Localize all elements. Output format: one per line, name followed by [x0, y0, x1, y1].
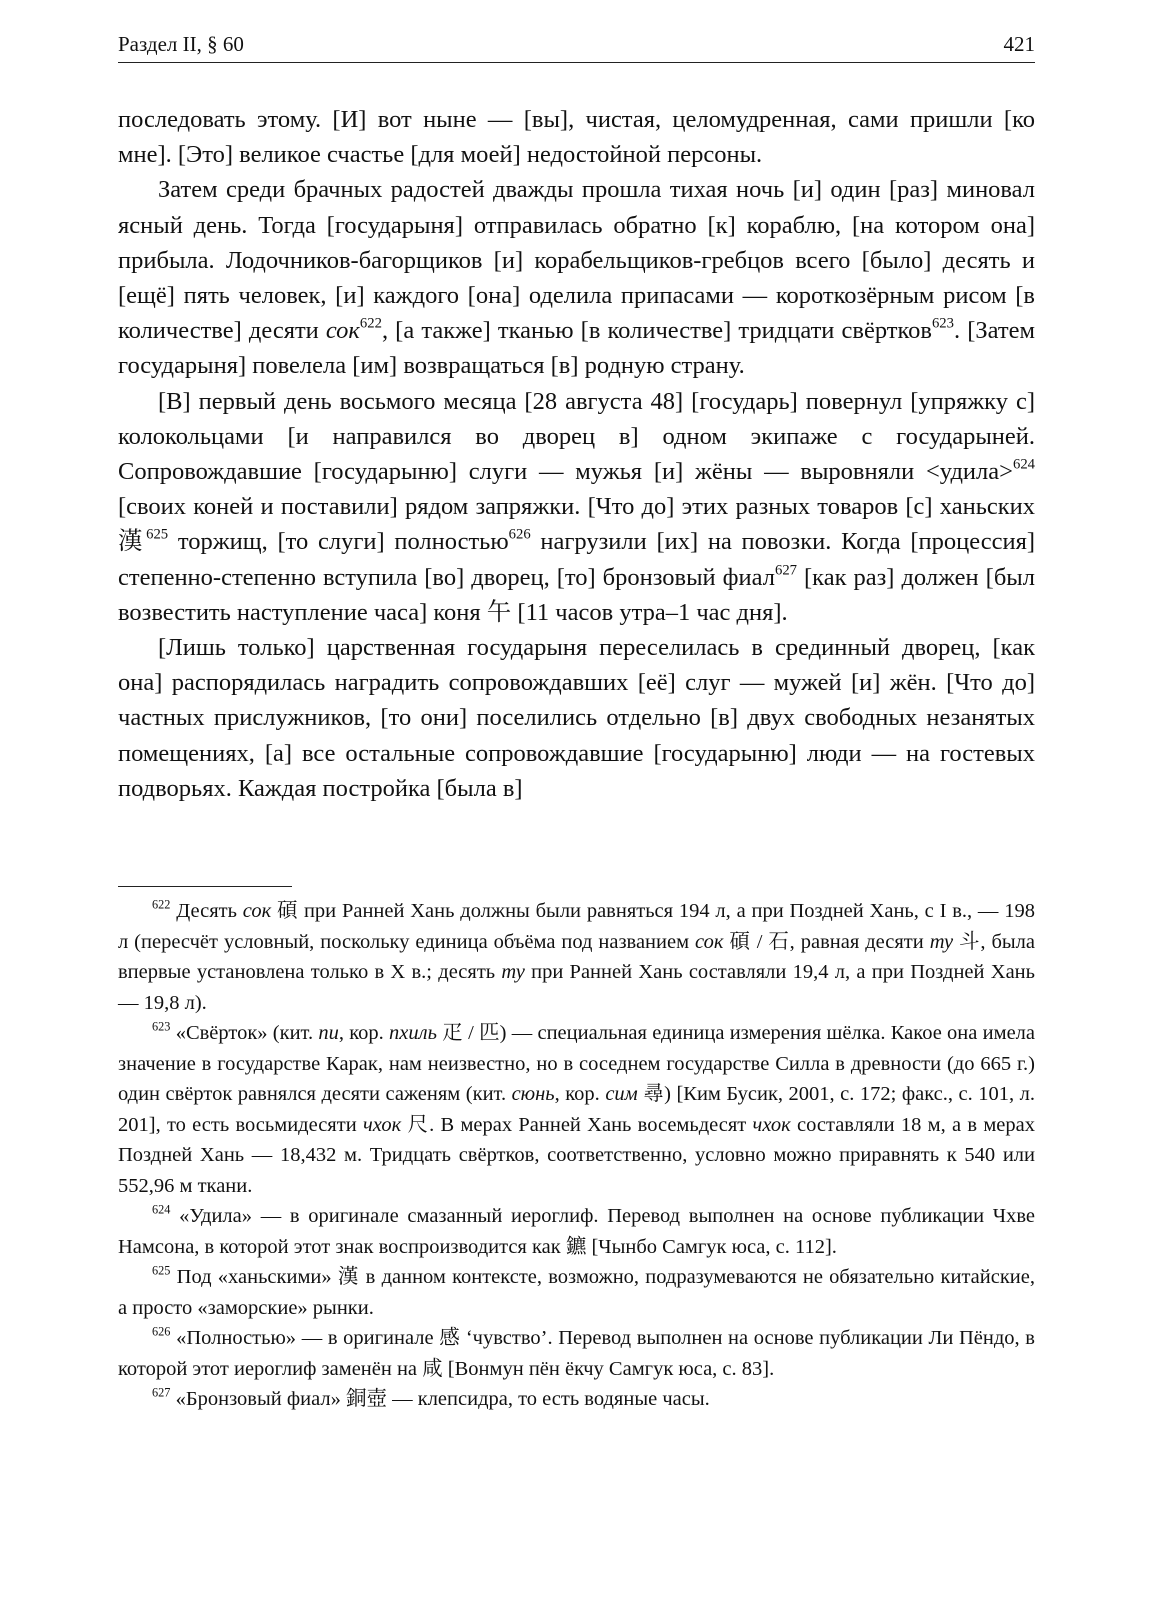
footnote-ref: 627	[774, 562, 798, 579]
italic-term: сим	[605, 1083, 638, 1105]
italic-term: пхиль	[389, 1022, 437, 1044]
italic-term: ту	[501, 961, 525, 983]
footnote-ref: 625	[146, 527, 169, 544]
text-run: Под «ханьскими» 漢 в данном контексте, возможно, подразумеваются не обязательно китайские, а просто «заморские» рынки.	[118, 1266, 1035, 1319]
text-run: , кор.	[554, 1083, 606, 1105]
text-run: Десять	[170, 900, 243, 922]
footnote	[118, 1201, 1035, 1262]
italic-term: чхок	[752, 1113, 791, 1136]
footnote-ref: 622	[152, 897, 171, 912]
footnote-ref: 625	[152, 1263, 171, 1278]
text-run: 碩 / 石, равная десяти	[723, 930, 930, 953]
text-run: 尺. В мерах Ранней Хань восемьдесят	[401, 1113, 753, 1136]
italic-term: чхок	[362, 1113, 402, 1136]
text-run: 斗, была впервые установлена только в X в.; десять	[118, 930, 1035, 983]
footnote-ref: 623	[152, 1019, 171, 1034]
italic-term: сок	[325, 317, 360, 345]
text-run: «Удила» — в оригинале смазанный иероглиф. Перевод выполнен на основе публикации Чхве Намсона, в которой этот знак воспроизводится как 鑣 [Чынбо Самгук юса, с. 112].	[118, 1205, 1035, 1258]
text-run: , [а также] тканью [в количестве] тридцати свёртков	[381, 317, 932, 345]
text-run: составляли 18 м, а в мерах Поздней Хань — 18,432 м. Тридцать свёртков, соответственно, условно можно приравнять к 540 или 552,96 м ткани.	[118, 1113, 1035, 1197]
italic-term: сюнь	[511, 1083, 555, 1105]
footnote-ref: 626	[508, 527, 531, 544]
footnote-ref: 624	[152, 1202, 171, 1217]
page-number: 421	[1003, 32, 1035, 56]
text-run: при Ранней Хань составляли 19,4 л, а при Поздней Хань — 19,8 л).	[118, 961, 1035, 1014]
footnote-ref: 627	[152, 1385, 171, 1400]
text-run: «Свёрток» (кит.	[170, 1022, 319, 1044]
text-run: «Бронзовый фиал» 銅壺 — клепсидра, то есть водяные часы.	[170, 1388, 710, 1410]
text-run: [своих коней и поставили] рядом запряжки. [Что до] этих разных товаров [с] ханьских 漢	[118, 493, 1035, 556]
footnote-divider	[118, 886, 292, 887]
text-run: , кор.	[338, 1022, 390, 1044]
paragraph	[118, 630, 1035, 806]
text-run: нагрузили [их] на повозки. Когда [процессия] степенно-степенно вступила [во] дворец, [то] бронзовый фиал	[118, 528, 1035, 591]
text-run: [Лишь только] царственная государыня переселилась в срединный дворец, [как она] распорядилась наградить сопровождавших [её] слуг — мужей [и] жён. [Что до] частных прислужников, [то они] поселились отдельно [в] двух свободных незанятых помещениях, [а] все остальные сопровождавшие [государыню] люди — на гостевых подворьях. Каждая постройка [была в]	[118, 634, 1035, 802]
text-run: [В] первый день восьмого месяца [28 августа 48] [государь] повернул [упряжку с] колокольцами [и направился во дворец в] одном экипаже с государыней. Сопровождавшие [государыню] слуги — мужья [и] жёны — выровняли <удила>	[118, 387, 1035, 486]
text-run: 碩 при Ранней Хань должны были равняться 194 л, а при Поздней Хань, с I в., — 198 л (пересчёт условный, поскольку единица объёма под названием	[118, 900, 1035, 953]
footnote	[118, 896, 1035, 1018]
footnote	[118, 1323, 1035, 1384]
footnote-ref: 623	[931, 315, 954, 332]
running-head	[118, 30, 1035, 63]
footnote-ref: 622	[359, 315, 382, 332]
section-header: Раздел II, § 60	[118, 32, 244, 56]
paragraph	[118, 172, 1035, 383]
text-run: [как раз] должен [был возвестить наступление часа] коня 午 [11 часов утра–1 час дня].	[118, 563, 1035, 626]
paragraph	[118, 384, 1035, 630]
paragraph	[118, 102, 1035, 172]
italic-term: пи	[318, 1022, 339, 1044]
text-run: «Полностью» — в оригинале 感 ‘чувство’. Перевод выполнен на основе публикации Ли Пёндо, в которой этот иероглиф заменён на 咸 [Вонмун пён ёкчу Самгук юса, с. 83].	[118, 1327, 1035, 1380]
footnote	[118, 1384, 1035, 1415]
footnotes-section	[118, 896, 1035, 1415]
main-text	[118, 102, 1035, 806]
text-run: последовать этому. [И] вот ныне — [вы], чистая, целомудренная, сами пришли [ко мне]. [Это] великое счастье [для моей] недостойной персоны.	[118, 106, 1035, 169]
text-run: 尋) [Ким Бусик, 2001, с. 172; факс., с. 101, л. 201], то есть восьмидесяти	[118, 1083, 1035, 1136]
footnote-ref: 624	[1012, 456, 1035, 473]
footnote	[118, 1262, 1035, 1323]
italic-term: сок	[695, 930, 724, 953]
italic-term: ту	[929, 930, 954, 953]
italic-term: сок	[242, 900, 272, 922]
footnote-ref: 626	[152, 1324, 171, 1339]
text-run: . [Затем государыня] повелела [им] возвращаться [в] родную страну.	[118, 317, 1035, 380]
text-run: 疋 / 匹) — специальная единица измерения шёлка. Какое она имела значение в государстве Карак, нам неизвестно, но в соседнем государстве Силла в древности (до 665 г.) один свёрток равнялся десяти саженям (кит.	[118, 1022, 1035, 1105]
text-run: Затем среди брачных радостей дважды прошла тихая ночь [и] один [раз] миновал ясный день. Тогда [государыня] отправилась обратно [к] кораблю, [на котором она] прибыла. Лодочников-багорщиков [и] корабельщиков-гребцов всего [было] десять и [ещё] пять человек, [и] каждого [она] оделила припасами — короткозёрным рисом [в количестве] десяти	[118, 176, 1035, 345]
footnote	[118, 1018, 1035, 1201]
text-run: торжищ, [то слуги] полностью	[168, 528, 509, 556]
